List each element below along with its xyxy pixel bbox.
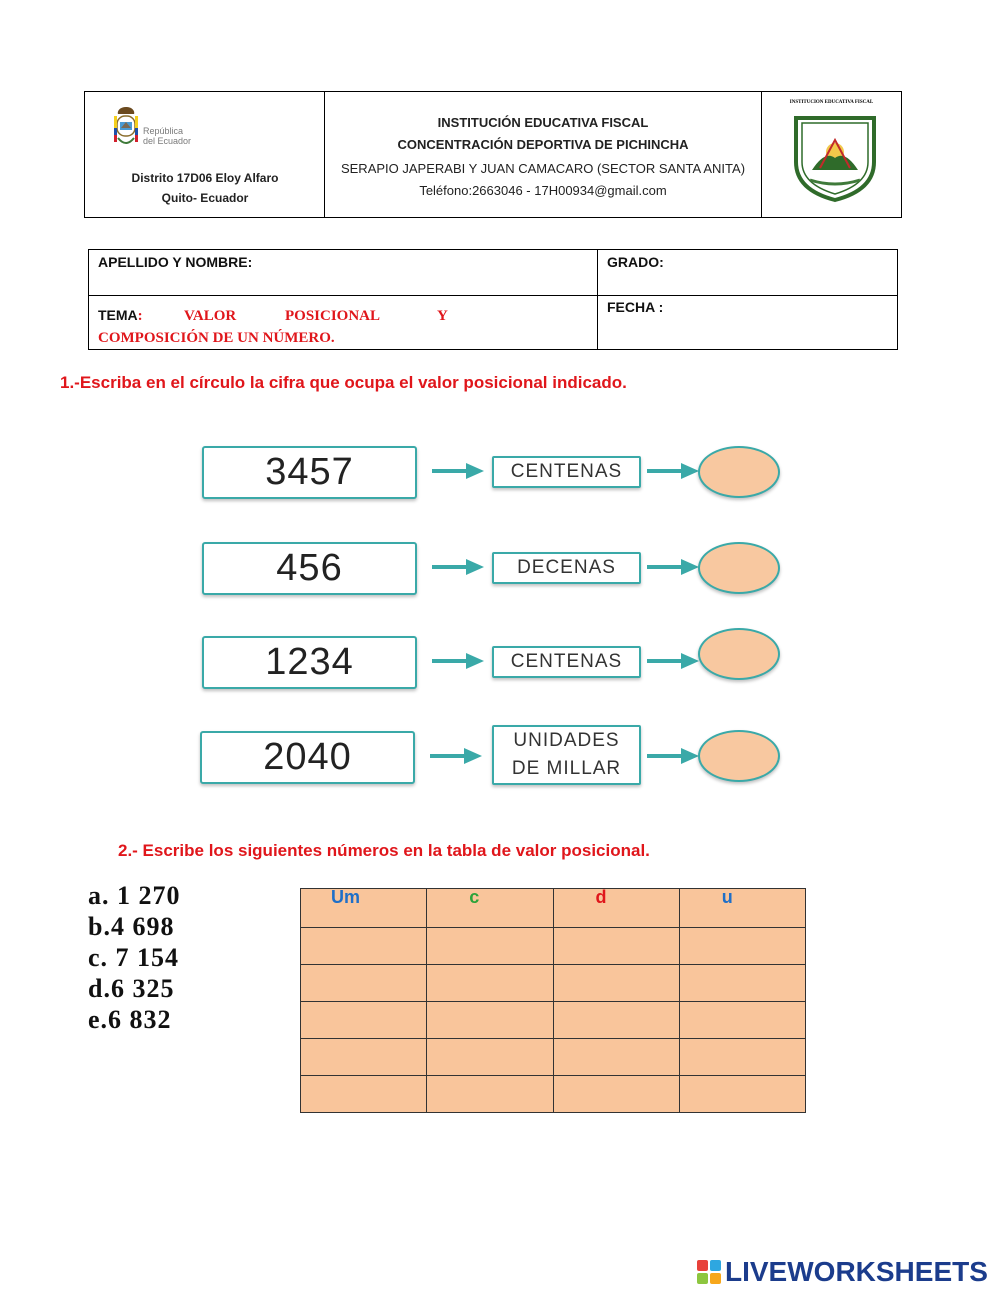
institution-type: INSTITUCIÓN EDUCATIVA FISCAL [437,115,649,130]
table-cell[interactable] [427,1039,553,1076]
header-label: d [595,887,607,907]
topic-word-posicional: POSICIONAL [285,308,381,324]
place-value-box: CENTENAS [492,646,641,678]
district-cell [85,92,325,217]
number-box: 2040 [200,731,415,784]
date-label: FECHA : [607,299,664,315]
right-arrow-icon [430,556,488,578]
table-cell[interactable] [679,1002,805,1039]
exercise1-instruction: 1.-Escriba en el círculo la cifra que ocupa el valor posicional indicado. [60,373,627,392]
school-logo-cell [762,92,901,217]
table-row [301,1002,806,1039]
district-name: Distrito 17D06 Eloy Alfaro [131,171,279,185]
topic-word-valor: VALOR [184,308,237,324]
place-value-box: CENTENAS [492,456,641,488]
table-cell[interactable] [301,965,427,1002]
institution-cell [325,92,762,217]
table-cell[interactable] [553,965,679,1002]
right-arrow-icon [645,650,703,672]
table-cell[interactable] [427,1002,553,1039]
header-label: u [721,887,733,907]
list-item: a. 1 270 [88,881,181,910]
place-value-table [300,888,806,1113]
numbers-list [88,880,181,1035]
list-item: c. 7 154 [88,943,180,972]
table-cell[interactable] [301,928,427,965]
table-row [301,965,806,1002]
date-field[interactable] [607,318,892,344]
table-cell[interactable] [553,1002,679,1039]
right-arrow-icon [645,745,703,767]
liveworksheets-brand: LIVEWORKSHEETS [725,1256,988,1287]
grade-label: GRADO: [607,254,664,270]
liveworksheets-icon [697,1260,721,1284]
topic-word-y: Y [437,308,448,324]
place-value-line2: DE MILLAR [511,758,622,779]
number-box: 3457 [202,446,417,499]
table-cell[interactable] [679,1039,805,1076]
divider [89,295,897,296]
school-logo-caption: INSTITUCION EDUCATIVA FISCAL [789,100,874,105]
student-info-table [88,249,898,350]
number-box: 456 [202,542,417,595]
divider [597,250,598,349]
list-item: b.4 698 [88,912,175,941]
topic [98,307,450,325]
header-label: c [469,887,480,907]
ecuador-coat-of-arms-icon [109,104,143,154]
institution-name: CONCENTRACIÓN DEPORTIVA DE PICHINCHA [397,137,689,152]
topic-colon: : [137,308,143,324]
topic-label: TEMA [98,307,138,323]
header-label: Um [331,887,361,907]
school-header [84,91,902,218]
liveworksheets-logo[interactable] [697,1256,988,1288]
table-header-row [301,889,806,928]
table-cell[interactable] [301,1002,427,1039]
table-cell[interactable] [301,1039,427,1076]
place-value-box [492,725,641,785]
answer-oval[interactable] [698,730,780,782]
table-cell[interactable] [301,1076,427,1113]
school-shield-icon [790,110,880,204]
place-value-box: DECENAS [492,552,641,584]
column-header-c [427,889,553,928]
table-row [301,928,806,965]
answer-oval[interactable] [698,628,780,680]
right-arrow-icon [645,460,703,482]
right-arrow-icon [430,650,488,672]
name-label: APELLIDO Y NOMBRE: [98,254,253,270]
list-item: e.6 832 [88,1005,172,1034]
table-cell[interactable] [553,928,679,965]
table-cell[interactable] [679,928,805,965]
column-header-u [679,889,805,928]
table-row [301,1076,806,1113]
right-arrow-icon [430,460,488,482]
table-cell[interactable] [553,1039,679,1076]
topic-line2: COMPOSICIÓN DE UN NÚMERO. [98,330,335,346]
table-cell[interactable] [427,928,553,965]
institution-address: SERAPIO JAPERABI Y JUAN CAMACARO (SECTOR SANTA ANITA) [340,161,746,176]
name-field[interactable] [98,272,593,294]
table-row [301,1039,806,1076]
table-cell[interactable] [679,1076,805,1113]
column-header-d [553,889,679,928]
ecuador-logo-text: República del Ecuador [143,126,192,146]
institution-contact: Teléfono:2663046 - 17H00934@gmail.com [419,183,667,198]
answer-oval[interactable] [698,542,780,594]
answer-oval[interactable] [698,446,780,498]
column-header-um [301,889,427,928]
table-cell[interactable] [427,1076,553,1113]
exercise2-instruction: 2.- Escribe los siguientes números en la tabla de valor posicional. [118,841,650,860]
right-arrow-icon [645,556,703,578]
table-cell[interactable] [427,965,553,1002]
grade-field[interactable] [607,272,892,294]
place-value-line1: UNIDADES [513,730,620,751]
list-item: d.6 325 [88,974,175,1003]
district-city: Quito- Ecuador [161,191,249,205]
number-box: 1234 [202,636,417,689]
right-arrow-icon [428,745,486,767]
table-cell[interactable] [679,965,805,1002]
table-cell[interactable] [553,1076,679,1113]
